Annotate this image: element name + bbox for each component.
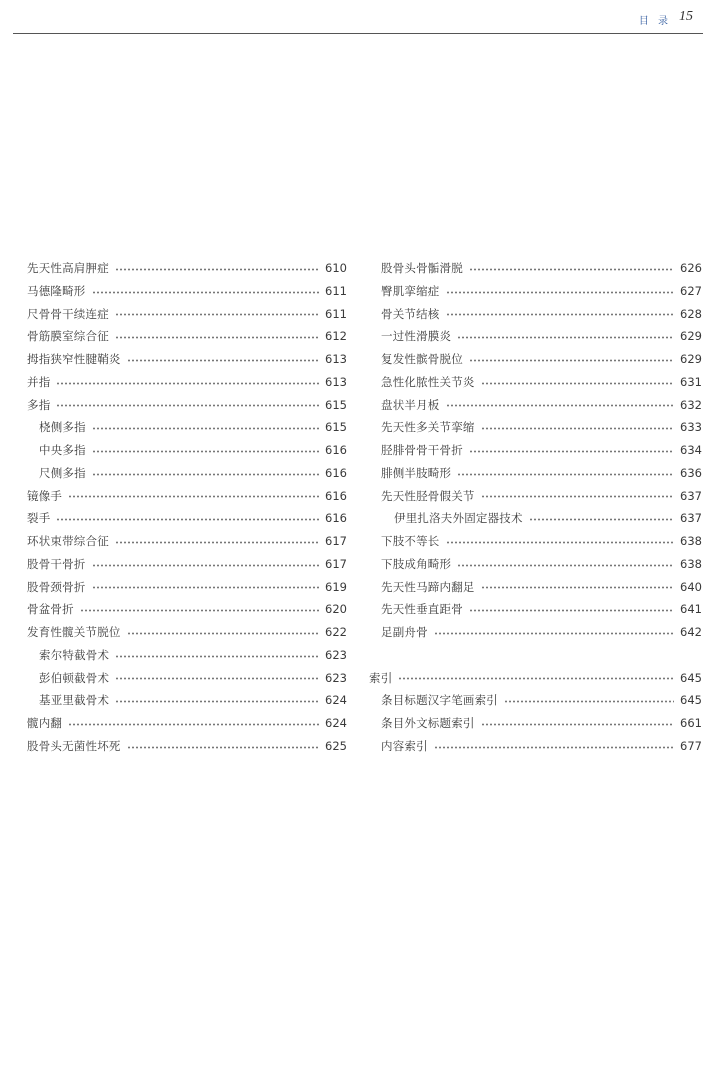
dot-leader [481, 427, 674, 430]
toc-entry-title: 骨盆骨折 [27, 602, 74, 617]
toc-entry[interactable] [27, 644, 347, 667]
dot-leader [469, 609, 674, 612]
toc-entry-page-number: 631 [680, 374, 702, 389]
dot-leader [446, 291, 675, 294]
toc-entry[interactable] [27, 735, 347, 758]
dot-leader [457, 473, 674, 476]
toc-entry[interactable] [27, 462, 347, 485]
toc-entry-page-number: 627 [680, 283, 702, 298]
toc-entry-title: 索引 [369, 670, 393, 685]
toc-entry[interactable] [369, 667, 702, 690]
toc-entry-title: 彭伯顿截骨术 [39, 670, 110, 685]
toc-entry[interactable] [369, 257, 702, 280]
toc-right-column [369, 257, 702, 758]
toc-entry-title: 内容索引 [381, 738, 428, 753]
toc-entry-title: 马德隆畸形 [27, 283, 86, 298]
toc-entry[interactable] [369, 689, 702, 712]
toc-left-column [27, 257, 347, 758]
toc-entry-title: 并指 [27, 374, 51, 389]
toc-entry-page-number: 624 [325, 693, 347, 708]
toc-entry-page-number: 629 [680, 352, 702, 366]
dot-leader [115, 677, 319, 680]
toc-entry[interactable] [27, 712, 347, 735]
dot-leader [115, 655, 319, 658]
toc-entry[interactable] [369, 416, 702, 439]
dot-leader [529, 518, 674, 521]
dot-leader [434, 632, 674, 635]
toc-entry-page-number: 616 [325, 511, 347, 526]
toc-entry-title: 先天性多关节挛缩 [381, 420, 475, 435]
toc-entry-title: 先天性高肩胛症 [27, 261, 109, 275]
toc-entry[interactable] [369, 371, 702, 394]
toc-entry-title: 股骨头骨骺滑脱 [381, 261, 463, 275]
dot-leader [115, 313, 319, 316]
dot-leader [115, 268, 319, 271]
toc-entry[interactable] [27, 416, 347, 439]
dot-leader [92, 291, 320, 294]
toc-entry-page-number: 629 [680, 329, 702, 344]
toc-entry-page-number: 645 [680, 693, 702, 708]
toc-entry[interactable] [27, 394, 347, 417]
toc-entry-page-number: 677 [680, 738, 702, 753]
toc-entry-page-number: 633 [680, 420, 702, 435]
header-rule [13, 33, 703, 34]
toc-entry-page-number: 615 [325, 397, 347, 412]
toc-entry-title: 尺骨骨干续连症 [27, 306, 109, 321]
toc-entry-title: 中央多指 [39, 443, 86, 457]
toc-entry[interactable] [369, 303, 702, 326]
toc-entry[interactable] [27, 280, 347, 303]
toc-entry-page-number: 617 [325, 556, 347, 571]
toc-entry-page-number: 619 [325, 579, 347, 594]
toc-entry-page-number: 637 [680, 511, 702, 526]
toc-entry-title: 腓侧半肢畸形 [381, 465, 452, 480]
dot-leader [127, 632, 319, 635]
toc-entry[interactable] [369, 712, 702, 735]
dot-leader [504, 700, 674, 703]
dot-leader [56, 518, 319, 521]
toc-entry-page-number: 634 [680, 443, 702, 457]
toc-entry-page-number: 638 [680, 534, 702, 548]
dot-leader [115, 541, 319, 544]
toc-entry[interactable] [369, 439, 702, 462]
toc-entry-title: 多指 [27, 397, 51, 412]
toc-entry-title: 复发性髌骨脱位 [381, 352, 463, 366]
toc-entry-title: 骨筋膜室综合征 [27, 329, 109, 344]
toc-entry-title: 环状束带综合征 [27, 534, 109, 548]
toc-entry-page-number: 637 [680, 488, 702, 503]
toc-entry[interactable] [369, 485, 702, 508]
dot-leader [481, 586, 674, 589]
toc-entry-title: 髋内翻 [27, 716, 63, 730]
toc-entry[interactable] [27, 348, 347, 371]
toc-entry-page-number: 610 [325, 261, 347, 275]
dot-leader [56, 382, 319, 385]
toc-entry-title: 股骨头无菌性坏死 [27, 738, 121, 753]
toc-entry-title: 伊里扎洛夫外固定器技术 [394, 511, 523, 526]
toc-entry-title: 先天性胫骨假关节 [381, 488, 475, 503]
dot-leader [446, 541, 675, 544]
toc-entry-title: 盘状半月板 [381, 397, 440, 412]
toc-entry-title: 下肢成角畸形 [381, 556, 452, 571]
toc-entry-page-number: 611 [325, 306, 347, 321]
toc-entry[interactable] [27, 303, 347, 326]
toc-entry[interactable] [27, 553, 347, 576]
toc-entry-title: 股骨颈骨折 [27, 579, 86, 594]
toc-entry-title: 先天性马蹄内翻足 [381, 579, 475, 594]
toc-spacer [369, 644, 702, 667]
dot-leader [434, 746, 674, 749]
toc-entry-title: 急性化脓性关节炎 [381, 374, 475, 389]
toc-entry[interactable] [27, 325, 347, 348]
toc-entry-page-number: 624 [325, 716, 347, 730]
toc-entry-page-number: 636 [680, 465, 702, 480]
toc-entry-title: 骨关节结核 [381, 306, 440, 321]
toc-entry-title: 基亚里截骨术 [39, 693, 110, 708]
toc-entry-page-number: 640 [680, 579, 702, 594]
toc-entry-page-number: 612 [325, 329, 347, 344]
toc-entry[interactable] [27, 507, 347, 530]
toc-entry[interactable] [27, 530, 347, 553]
toc-entry[interactable] [27, 371, 347, 394]
toc-entry-title: 胫腓骨骨干骨折 [381, 443, 463, 457]
toc-entry[interactable] [369, 348, 702, 371]
dot-leader [92, 564, 320, 567]
toc-entry-page-number: 616 [325, 488, 347, 503]
toc-entry[interactable] [369, 507, 702, 530]
toc-entry-page-number: 645 [680, 670, 702, 685]
dot-leader [469, 268, 674, 271]
dot-leader [469, 359, 674, 362]
dot-leader [92, 450, 319, 453]
toc-entry-title: 尺侧多指 [39, 465, 86, 480]
dot-leader [115, 336, 319, 339]
toc-entry[interactable] [369, 394, 702, 417]
dot-leader [68, 495, 319, 498]
running-head-page-number: 15 [679, 9, 693, 24]
dot-leader [481, 495, 674, 498]
dot-leader [481, 723, 674, 726]
toc-entry-title: 发育性髋关节脱位 [27, 625, 121, 639]
toc-entry-title: 条目外文标题索引 [381, 716, 475, 730]
toc-entry-title: 股骨干骨折 [27, 556, 86, 571]
dot-leader [481, 382, 674, 385]
dot-leader [398, 677, 674, 680]
toc-entry[interactable] [369, 576, 702, 599]
toc-entry-title: 裂手 [27, 511, 51, 526]
page-header [0, 0, 717, 34]
toc-entry-title: 拇指狭窄性腱鞘炎 [27, 352, 121, 366]
toc-entry[interactable] [27, 667, 347, 690]
toc-entry-page-number: 632 [680, 397, 702, 412]
dot-leader [115, 700, 319, 703]
toc-entry-page-number: 625 [325, 738, 347, 753]
toc-entry-page-number: 641 [680, 602, 702, 617]
toc-entry-page-number: 617 [325, 534, 347, 548]
toc-entry-title: 臀肌挛缩症 [381, 283, 440, 298]
toc-entry[interactable] [369, 280, 702, 303]
toc-entry[interactable] [27, 485, 347, 508]
dot-leader [68, 723, 319, 726]
dot-leader [56, 404, 319, 407]
toc-entry-page-number: 620 [325, 602, 347, 617]
dot-leader [92, 586, 320, 589]
toc-entry-title: 一过性滑膜炎 [381, 329, 452, 344]
dot-leader [127, 746, 319, 749]
dot-leader [469, 450, 674, 453]
toc-entry-title: 桡侧多指 [39, 420, 86, 435]
toc-entry-page-number: 626 [680, 261, 702, 275]
dot-leader [457, 564, 674, 567]
toc-entry-title: 先天性垂直距骨 [381, 602, 463, 617]
toc-entry[interactable] [27, 439, 347, 462]
toc-entry-title: 下肢不等长 [381, 534, 440, 548]
toc-entry-title: 索尔特截骨术 [39, 647, 110, 662]
toc-entry-page-number: 616 [325, 443, 347, 457]
toc-entry-page-number: 623 [325, 670, 347, 685]
dot-leader [92, 473, 319, 476]
toc-entry[interactable] [369, 462, 702, 485]
toc-entry-page-number: 622 [325, 625, 347, 639]
dot-leader [92, 427, 319, 430]
toc-entry[interactable] [369, 598, 702, 621]
toc-entry-title: 足副舟骨 [381, 625, 428, 639]
toc-entry[interactable] [27, 257, 347, 280]
toc-entry[interactable] [27, 598, 347, 621]
toc-entry-page-number: 623 [325, 647, 347, 662]
toc-entry[interactable] [369, 735, 702, 758]
toc-entry[interactable] [27, 621, 347, 644]
toc-entry-page-number: 638 [680, 556, 702, 571]
dot-leader [457, 336, 674, 339]
toc-entry[interactable] [369, 553, 702, 576]
dot-leader [80, 609, 319, 612]
toc-entry-page-number: 613 [325, 352, 347, 366]
toc-entry[interactable] [369, 621, 702, 644]
toc-entry[interactable] [27, 689, 347, 712]
toc-entry-page-number: 611 [325, 283, 347, 298]
toc-entry-title: 镜像手 [27, 488, 63, 503]
toc-entry-page-number: 642 [680, 625, 702, 639]
running-head-title: 目 录 [638, 16, 671, 27]
toc-entry[interactable] [369, 325, 702, 348]
toc-entry-page-number: 613 [325, 374, 347, 389]
dot-leader [446, 313, 675, 316]
toc-entry-page-number: 615 [325, 420, 347, 435]
dot-leader [446, 404, 675, 407]
toc-entry-page-number: 616 [325, 465, 347, 480]
toc-entry-title: 条目标题汉字笔画索引 [381, 693, 498, 708]
toc-entry-page-number: 661 [680, 716, 702, 730]
dot-leader [127, 359, 319, 362]
toc-entry-page-number: 628 [680, 306, 702, 321]
toc-entry[interactable] [369, 530, 702, 553]
toc-entry[interactable] [27, 576, 347, 599]
